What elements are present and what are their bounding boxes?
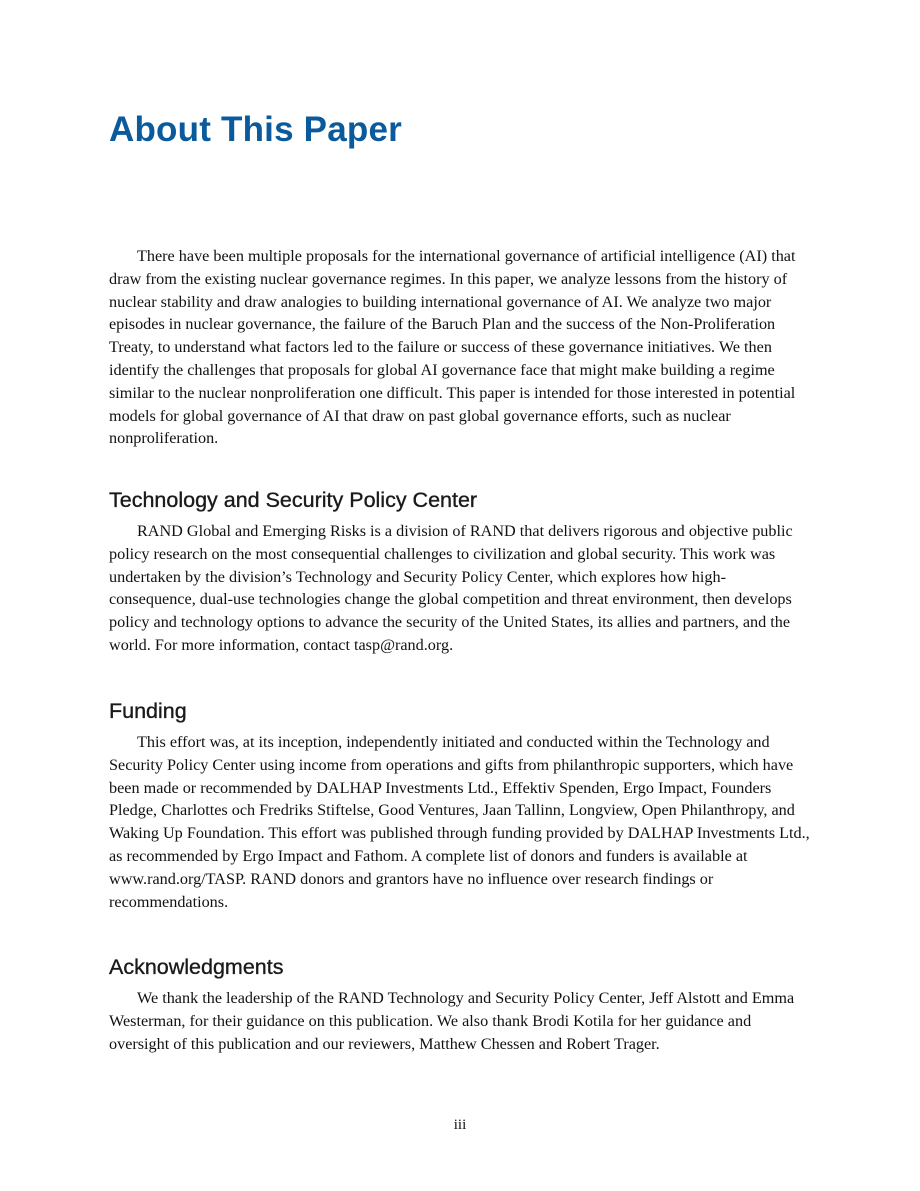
page-title: About This Paper <box>109 110 402 149</box>
section-acknowledgments <box>109 954 811 1055</box>
page-number: iii <box>453 1117 467 1133</box>
intro-paragraph: There have been multiple proposals for the international governance of artificial intelligence (AI) that draw from the existing nuclear governance regimes. In this paper, we analyze lessons from the history of nuclear stability and draw analogies to building international governance of AI. We analyze two major episodes in nuclear governance, the failure of the Baruch Plan and the success of the Non-Proliferation Treaty, to understand what factors led to the failure or success of these governance initiatives. We then identify the challenges that proposals for global AI governance face that might make building a regime similar to the nuclear nonproliferation one difficult. This paper is intended for those interested in potential models for global governance of AI that draw on past global governance efforts, such as nuclear nonproliferation. <box>109 247 796 448</box>
intro-section <box>109 245 811 450</box>
section-heading: Funding <box>109 699 187 723</box>
section-paragraph: We thank the leadership of the RAND Technology and Security Policy Center, Jeff Alstott and Emma Westerman, for their guidance on this publication. We also thank Brodi Kotila for her guidance and oversight of this publication and our reviewers, Matthew Chessen and Robert Trager. <box>109 989 795 1053</box>
section-paragraph: RAND Global and Emerging Risks is a division of RAND that delivers rigorous and objective public policy research on the most consequential challenges to civilization and global security. This work was undertaken by the division’s Technology and Security Policy Center, which explores how high-consequence, dual-use technologies change the global competition and threat environment, then develops policy and technology options to advance the security of the United States, its allies and partners, and the world. For more information, contact tasp@rand.org. <box>109 522 793 654</box>
section-funding <box>109 698 811 913</box>
section-technology-security-policy-center <box>109 487 811 657</box>
section-paragraph: This effort was, at its inception, independently initiated and conducted within the Technology and Security Policy Center using income from operations and gifts from philanthropic supporters, which have been made or recommended by DALHAP Investments Ltd., Effektiv Spenden, Ergo Impact, Founders Pledge, Charlottes och Fredriks Stiftelse, Good Ventures, Jaan Tallinn, Longview, Open Philanthropy, and Waking Up Foundation. This effort was published through funding provided by DALHAP Investments Ltd., as recommended by Ergo Impact and Fathom. A complete list of donors and funders is available at www.rand.org/TASP. RAND donors and grantors have no influence over research findings or recommendations. <box>109 733 810 911</box>
section-heading: Acknowledgments <box>109 955 284 979</box>
section-heading: Technology and Security Policy Center <box>109 488 478 512</box>
